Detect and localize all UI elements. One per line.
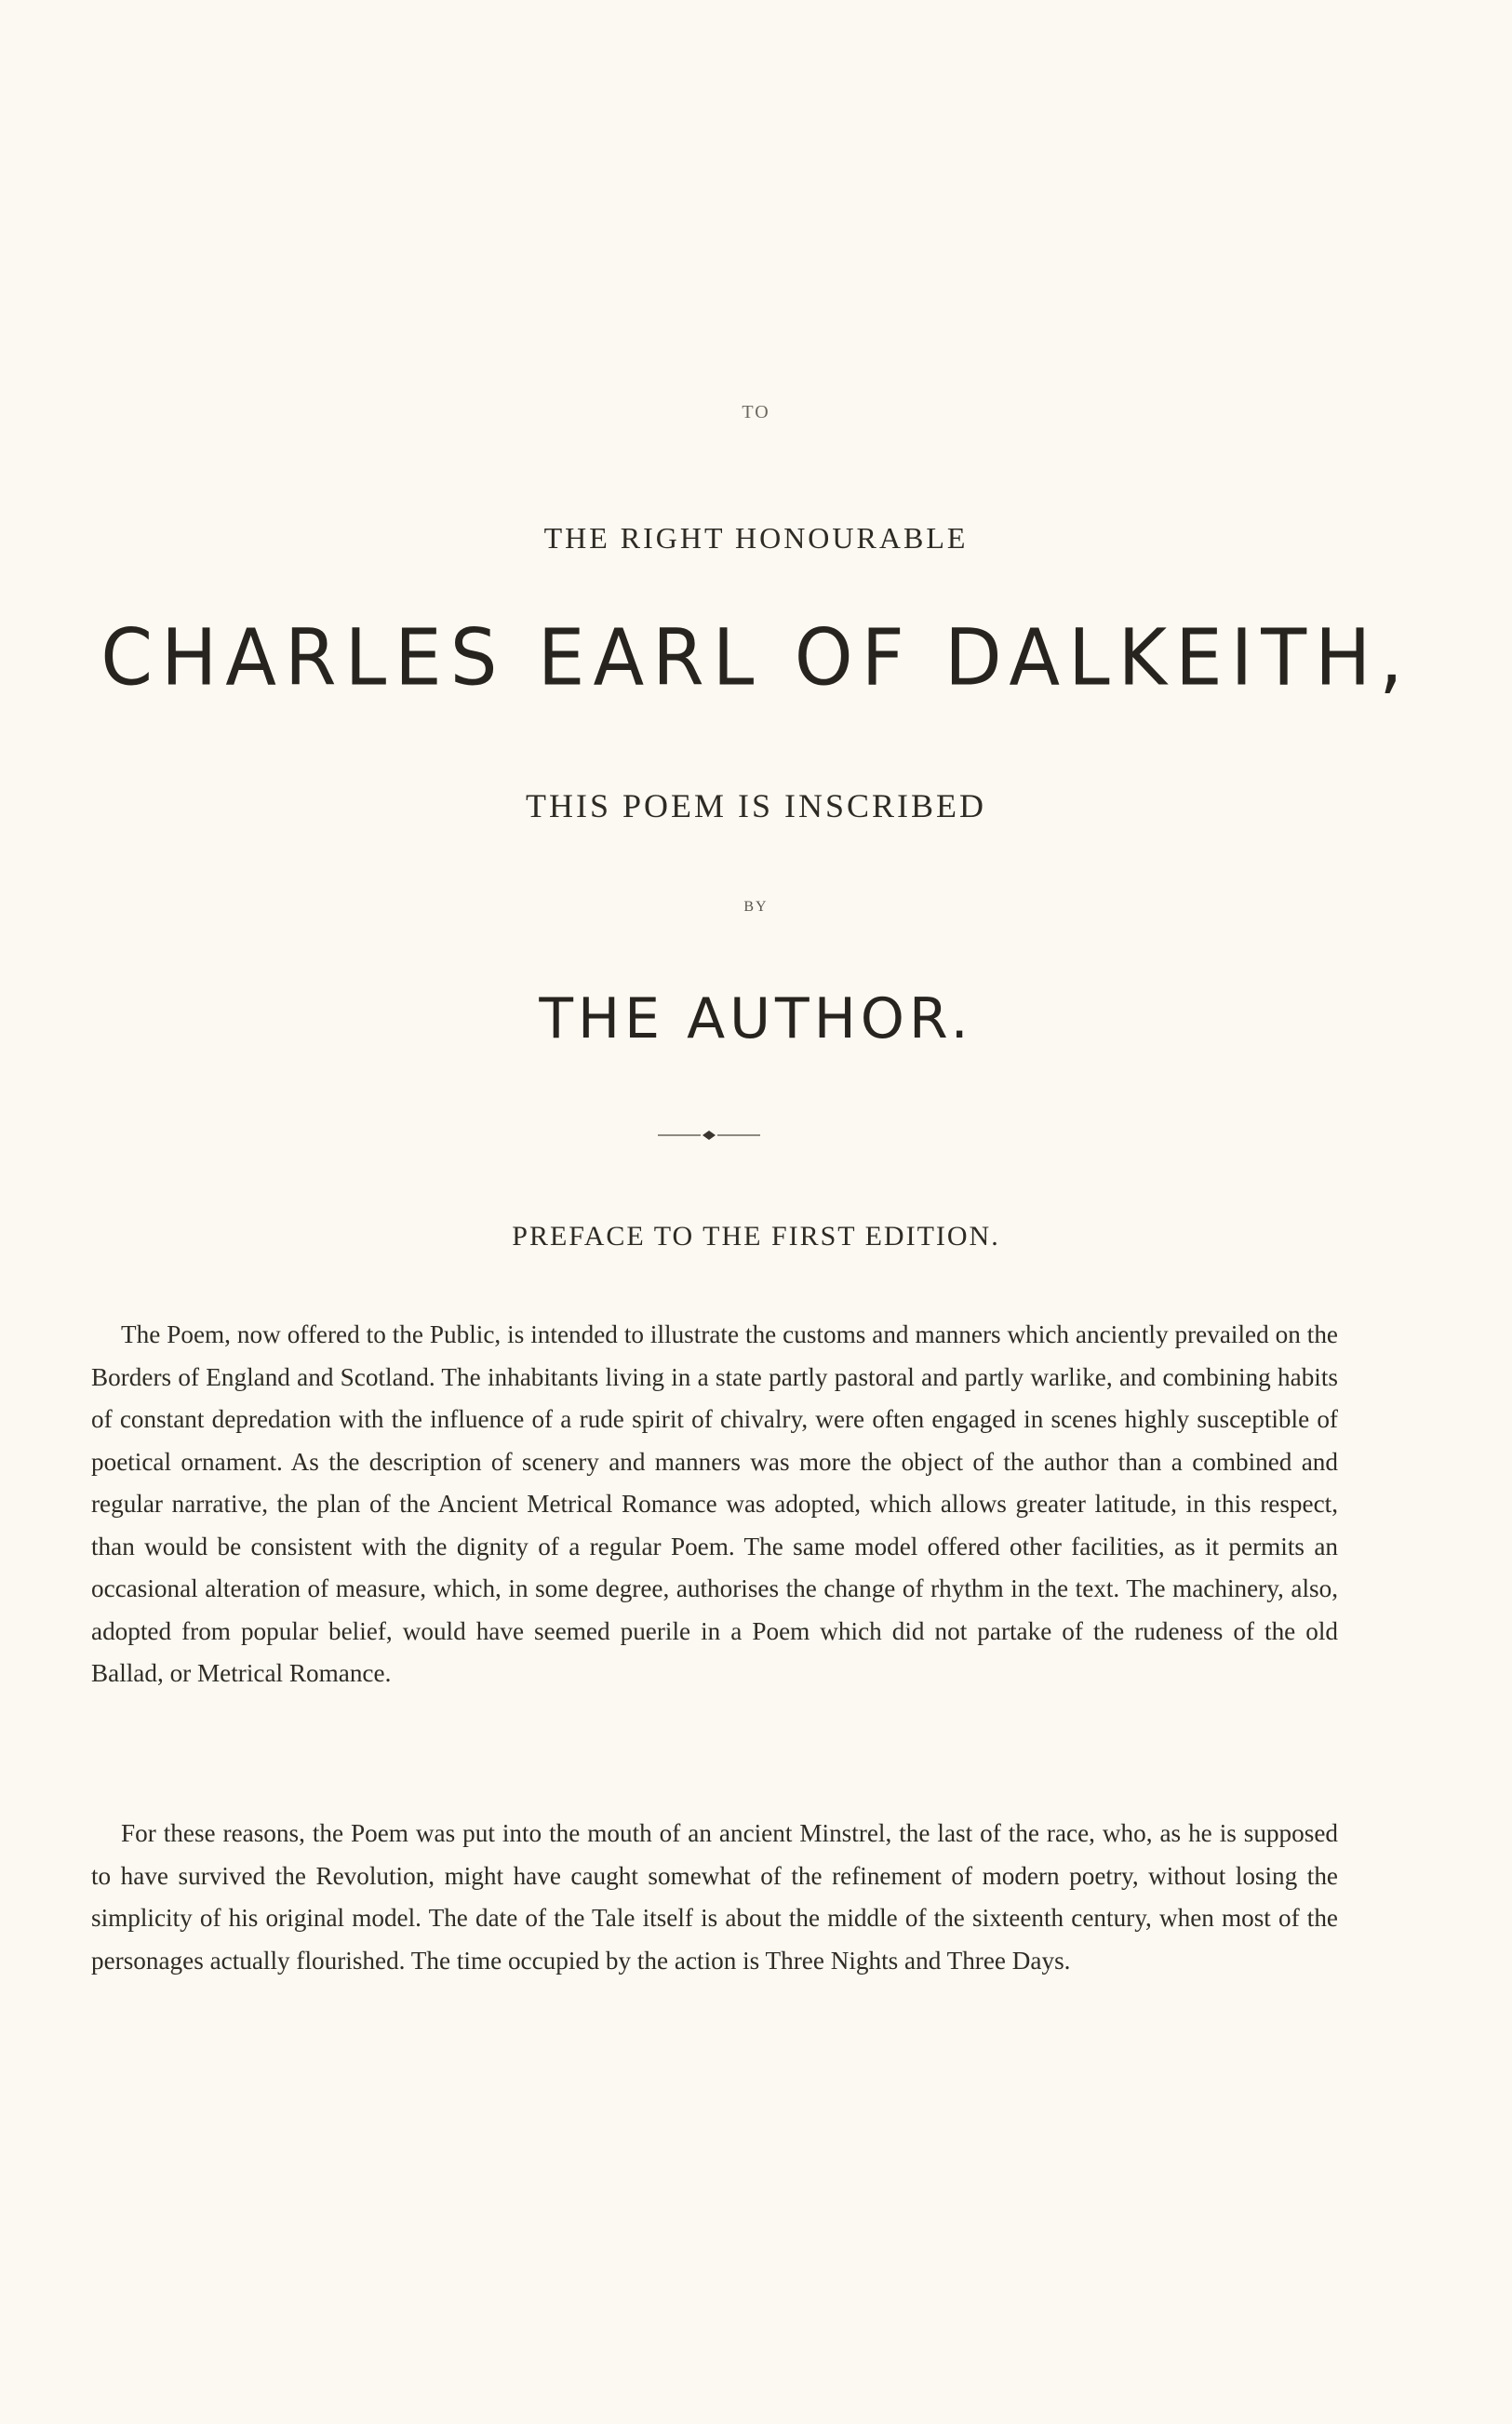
dedication-honorific: THE RIGHT HONOURABLE xyxy=(543,521,969,555)
preface-title: PREFACE TO THE FIRST EDITION. xyxy=(512,1221,1000,1252)
diamond-rule-ornament-icon xyxy=(658,1126,760,1145)
preface-paragraph-2: For these reasons, the Poem was put into the mouth of an ancient Minstrel, the last of the race, who, as he is supposed to have survived the Revolution, might have caught somewhat of the refinement of modern poetry, without losing the simplicity of his original model. The date of the Tale itself is about the middle of the sixteenth century, when most of the personages actually flourished. The time occupied by the action is Three Nights and Three Days. xyxy=(91,1819,1338,1975)
dedication-by: BY xyxy=(743,899,769,915)
dedication-to: TO xyxy=(742,402,770,422)
preface-paragraph-1: The Poem, now offered to the Public, is intended to illustrate the customs and manners which anciently prevailed on the Borders of England and Scotland. The inhabitants living in a state partly pastoral and partly warlike, and combining habits of constant depredation with the influence of a rude spirit of chivalry, were often engaged in scenes highly susceptible of poetical ornament. As the description of scenery and manners was more the object of the author than a combined and regular narrative, the plan of the Ancient Metrical Romance was adopted, which allows greater latitude, in this respect, than would be consistent with the dignity of a regular Poem. The same model offered other facilities, as it permits an occasional alteration of measure, which, in some degree, authorises the change of rhythm in the text. The machinery, also, adopted from popular belief, would have seemed puerile in a Poem which did not partake of the rudeness of the old Ballad, or Metrical Romance. xyxy=(91,1320,1338,1688)
dedicatee-name: CHARLES EARL OF DALKEITH, xyxy=(100,611,1412,703)
dedication-author: THE AUTHOR. xyxy=(539,986,973,1051)
dedication-inscription: THIS POEM IS INSCRIBED xyxy=(525,787,987,824)
